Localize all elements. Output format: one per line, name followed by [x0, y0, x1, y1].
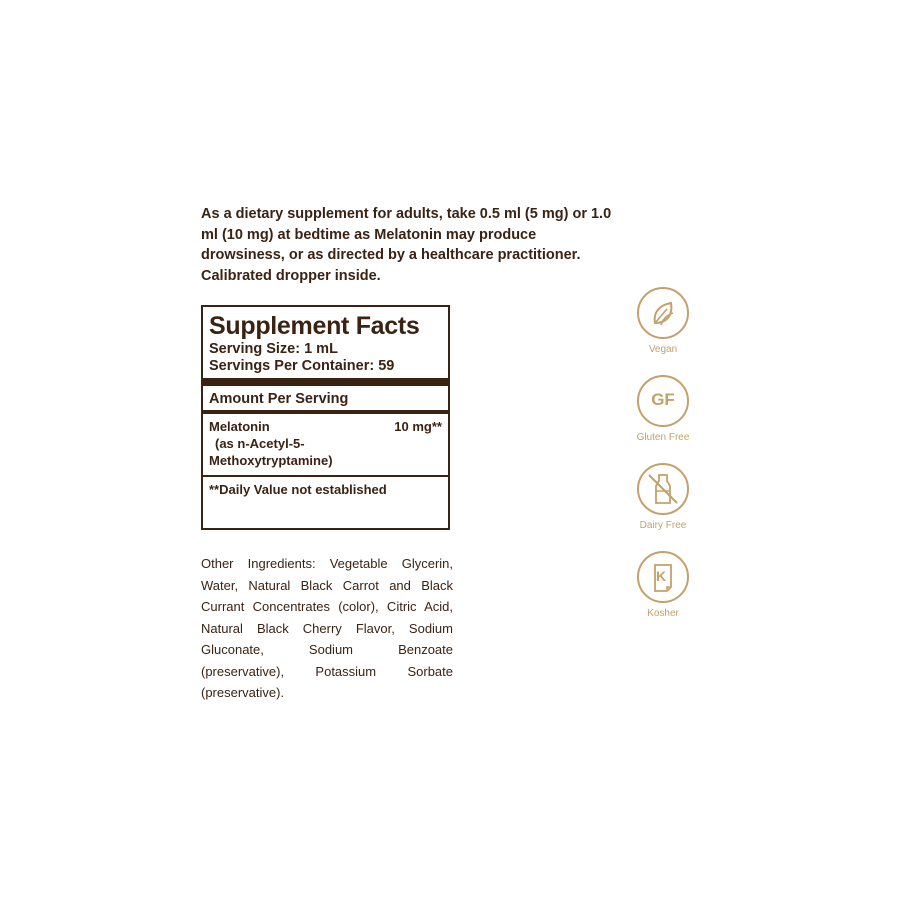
- kosher-label: Kosher: [647, 608, 679, 619]
- servings-per-container: Servings Per Container: 59: [209, 358, 395, 374]
- serving-size: Serving Size: 1 mL: [209, 341, 338, 357]
- no-milk-icon: [635, 461, 691, 517]
- facts-title: Supplement Facts: [209, 312, 420, 340]
- directions-text: As a dietary supplement for adults, take 0.5 ml (5 mg) or 1.0 ml (10 mg) at bedtime as Melatonin may produce drowsiness, or as directed by a healthcare practitioner. Calibrated dropper inside.: [201, 206, 612, 284]
- gluten-free-badge: [630, 373, 696, 443]
- other-ingredients: Other Ingredients: Vegetable Glycerin, Water, Natural Black Carrot and Black Currant Concentrates (color), Citric Acid, Natural Black Cherry Flavor, Sodium Gluconate, Sodium Benzoate (preservative), Potassium Sorbate (preservative).: [201, 556, 453, 700]
- thin-divider: [203, 475, 448, 477]
- gf-icon-text: GF: [651, 390, 675, 409]
- amount-per-serving: Amount Per Serving: [209, 391, 349, 407]
- ingredient-form-line-2: Methoxytryptamine): [209, 453, 333, 468]
- ingredient-form-line-1: (as n-Acetyl-5-: [215, 436, 305, 451]
- kosher-badge: [630, 549, 696, 619]
- vegan-badge: [630, 285, 696, 355]
- supplement-facts-panel: [201, 305, 450, 530]
- kosher-icon-text: K: [655, 568, 667, 584]
- leaf-icon: [635, 285, 691, 341]
- thick-divider: [203, 378, 448, 386]
- ingredient-row: [209, 418, 442, 435]
- ingredient-amount: 10 mg**: [394, 419, 442, 434]
- vegan-label: Vegan: [648, 344, 678, 355]
- medium-divider: [203, 410, 448, 414]
- dairy-free-label: Dairy Free: [639, 520, 687, 531]
- gluten-free-label: Gluten Free: [636, 432, 690, 443]
- ingredient-name: Melatonin: [209, 419, 270, 434]
- daily-value-note: **Daily Value not established: [209, 482, 387, 497]
- dairy-free-badge: [630, 461, 696, 531]
